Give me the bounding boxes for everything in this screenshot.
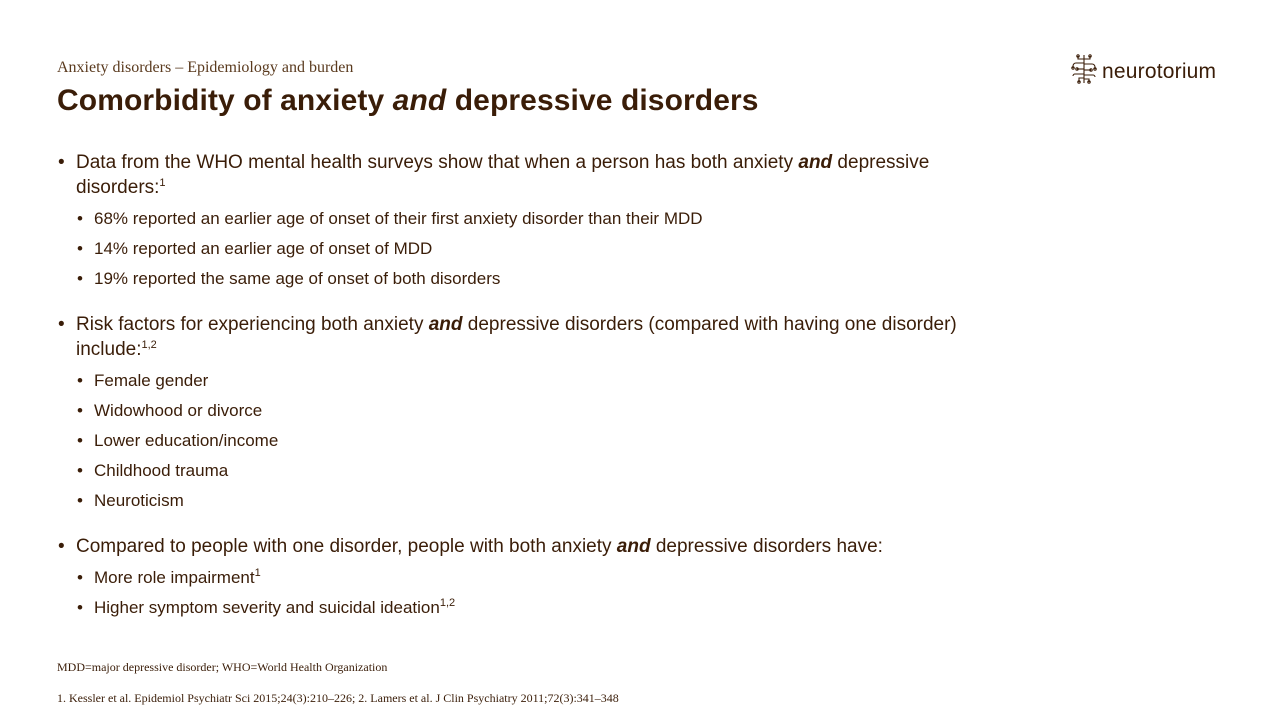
sub-bullet: • Lower education/income — [57, 430, 1017, 452]
section-comorbidity-onset — [57, 150, 1017, 290]
bullet-text: Compared to people with one disorder, people with both anxiety — [76, 536, 617, 557]
sub-bullet: • Neuroticism — [57, 490, 1017, 512]
citation-superscript: 1,2 — [141, 339, 157, 351]
section-risk-factors — [57, 312, 1017, 512]
section-comparison — [57, 534, 1017, 619]
sub-bullet: • 68% reported an earlier age of onset of their first anxiety disorder than their MDD — [57, 208, 1017, 230]
sub-bullet — [57, 597, 1017, 619]
bullet-main — [57, 534, 1017, 559]
abbreviations-footnote: MDD=major depressive disorder; WHO=World Health Organization — [57, 660, 388, 674]
sub-bullet-text: Higher symptom severity and suicidal ideation — [94, 598, 440, 617]
references-footnote: 1. Kessler et al. Epidemiol Psychiatr Sci 2015;24(3):210–226; 2. Lamers et al. J Clin Psychiatry 2011;72(3):341–348 — [57, 691, 619, 705]
citation-superscript: 1,2 — [439, 597, 456, 609]
citation-superscript: 1 — [159, 177, 166, 189]
logo-text: neurotorium — [1102, 59, 1217, 83]
bullet-emphasis: and — [616, 536, 651, 557]
section-subtitle: Anxiety disorders – Epidemiology and burden — [57, 59, 354, 76]
bullet-emphasis: and — [428, 314, 463, 335]
bullet-emphasis: and — [798, 152, 833, 173]
title-part-2: depressive disorders — [446, 84, 759, 117]
sub-bullet: • Childhood trauma — [57, 460, 1017, 482]
sub-bullet-text: More role impairment — [94, 568, 255, 587]
title-emphasis: and — [392, 84, 447, 117]
title-part-1: Comorbidity of anxiety — [57, 84, 393, 117]
bullet-text: depressive disorders (compared with having one disorder) include: — [76, 314, 957, 360]
bullet-main — [57, 312, 1017, 362]
bullet-text: depressive disorders: — [76, 152, 930, 198]
sub-bullet — [57, 567, 1017, 589]
sub-bullet: • 19% reported the same age of onset of both disorders — [57, 268, 1017, 290]
bullet-text: Data from the WHO mental health surveys show that when a person has both anxiety — [76, 152, 799, 173]
page-title — [57, 84, 759, 118]
sub-bullet: • Female gender — [57, 370, 1017, 392]
sub-bullet: • Widowhood or divorce — [57, 400, 1017, 422]
sub-bullet: • 14% reported an earlier age of onset of MDD — [57, 238, 1017, 260]
bullet-text: depressive disorders have: — [650, 536, 883, 557]
brain-circuit-icon — [1071, 53, 1097, 90]
bullet-main — [57, 150, 1017, 200]
citation-superscript: 1 — [254, 567, 261, 579]
bullet-text: Risk factors for experiencing both anxiety — [76, 314, 429, 335]
neurotorium-logo[interactable] — [1071, 53, 1216, 90]
slide-content — [57, 150, 1017, 641]
